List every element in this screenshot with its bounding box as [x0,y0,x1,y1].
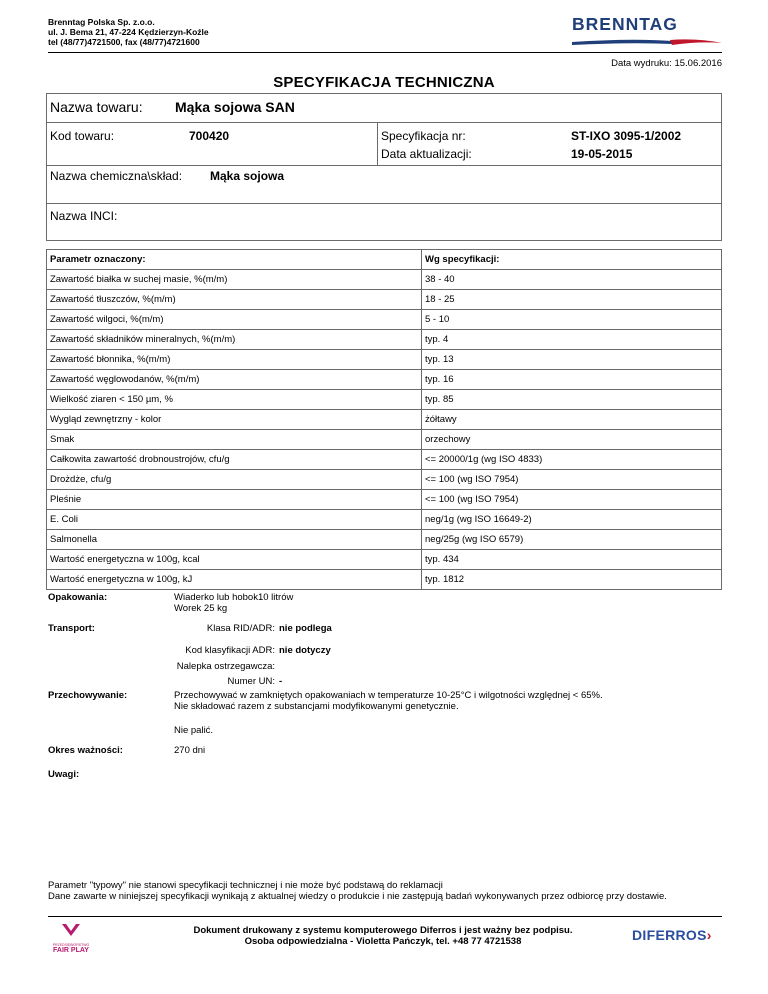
spec-info-box [377,122,722,166]
footer-divider [48,916,722,917]
fair-play-mark-icon [61,923,81,937]
parameter-cell: Zawartość białka w suchej masie, %(m/m) [47,270,422,290]
parameter-cell: Smak [47,430,422,450]
adr-code-value: nie dotyczy [279,645,331,656]
fair-play-logo [46,923,96,963]
chemical-name-box [46,165,722,204]
table-row [47,470,722,490]
parameter-cell: Zawartość błonnika, %(m/m) [47,350,422,370]
packaging-label: Opakowania: [48,592,108,603]
specification-value-cell: 5 - 10 [422,310,722,330]
transport-adr-row [0,645,331,657]
specification-value-cell: żółtawy [422,410,722,430]
table-row [47,430,722,450]
product-code-value: 700420 [189,129,230,143]
brenntag-swoosh-icon [572,38,722,50]
spec-number-value: ST-IXO 3095-1/2002 [571,129,682,143]
specification-value-cell: typ. 13 [422,350,722,370]
diferros-logo-text: DIFERROS [632,927,707,943]
parameter-cell: Zawartość tłuszczów, %(m/m) [47,290,422,310]
parameter-cell: Wielkość ziaren < 150 µm, % [47,390,422,410]
transport-sticker-row [0,661,275,673]
transport-label: Transport: [48,623,95,634]
table-row [47,450,722,470]
specification-value-cell: <= 20000/1g (wg ISO 4833) [422,450,722,470]
specification-value-cell: <= 100 (wg ISO 7954) [422,490,722,510]
product-name-value: Mąka sojowa SAN [175,99,295,115]
parameter-cell: Wartość energetyczna w 100g, kcal [47,550,422,570]
rid-class-label: Klasa RID/ADR: [206,623,275,634]
header-divider [48,52,722,53]
table-row [47,570,722,590]
chemical-name-label: Nazwa chemiczna\skład: [50,169,183,183]
storage-extra-text: Nie palić. [174,725,214,736]
table-row [47,270,722,290]
storage-label: Przechowywanie: [48,690,128,701]
fair-play-small-text: PRZEDSIĘBIORSTWO [52,943,90,947]
footer-line-1: Dokument drukowany z systemu komputerowego Diferros i jest ważny bez podpisu. [193,925,573,936]
table-row [47,310,722,330]
table-row [47,290,722,310]
spec-number-label: Specyfikacja nr: [381,129,466,143]
transport-rid-row [0,623,332,635]
parameter-cell: Wygląd zewnętrzny - kolor [47,410,422,430]
footer-line-2: Osoba odpowiedzialna - Violetta Pańczyk, tel. +48 77 4721538 [244,936,522,947]
specification-value-cell: typ. 85 [422,390,722,410]
remarks-label: Uwagi: [48,769,80,780]
rid-class-value: nie podlega [279,623,332,634]
product-name-box [46,93,722,123]
un-number-value: - [279,676,283,687]
diferros-chevron-icon: › [706,927,712,943]
document-title: SPECYFIKACJA TECHNICZNA [273,74,495,91]
table-row [47,490,722,510]
adr-code-label: Kod klasyfikacji ADR: [185,645,275,656]
disclaimer-note: Parametr "typowy" nie stanowi specyfikacji technicznej i nie może być podstawą do reklamacji Dane zawarte w niniejszej specyfikacji wynikają z aktualnej wiedzy o produkcie i nie zastępują badań wykonywanych przez odbiorcę przy dostawie. [48,880,667,902]
table-row [47,330,722,350]
parameter-cell: Całkowita zawartość drobnoustrojów, cfu/g [47,450,422,470]
specification-value-cell: typ. 1812 [422,570,722,590]
table-row [47,510,722,530]
storage-text: Przechowywać w zamkniętych opakowaniach w temperaturze 10-25°C i wilgotności względnej < 65%. Nie składować razem z substancjami modyfikowanymi genetycznie. [174,690,603,712]
brenntag-logo [572,12,722,50]
table-row [47,530,722,550]
specification-value-cell: 38 - 40 [422,270,722,290]
table-header-parameter: Parametr oznaczony: [47,250,422,270]
specification-value-cell: typ. 434 [422,550,722,570]
table-row [47,550,722,570]
company-address [48,17,209,47]
table-header-specification: Wg specyfikacji: [422,250,722,270]
specification-value-cell: typ. 16 [422,370,722,390]
inci-label: Nazwa INCI: [50,209,118,223]
parameter-cell: Salmonella [47,530,422,550]
brenntag-logo-text: BRENNTAG [572,14,678,34]
specification-value-cell: orzechowy [422,430,722,450]
print-date: Data wydruku: 15.06.2016 [611,58,722,69]
parameter-cell: E. Coli [47,510,422,530]
footer-text [150,925,616,947]
update-date-value: 19-05-2015 [571,147,633,161]
table-row [47,410,722,430]
table-row [47,390,722,410]
chemical-name-value: Mąka sojowa [210,169,285,183]
table-header-row [47,250,722,270]
table-row [47,350,722,370]
specification-value-cell: neg/25g (wg ISO 6579) [422,530,722,550]
specification-value-cell: 18 - 25 [422,290,722,310]
specification-value-cell: <= 100 (wg ISO 7954) [422,470,722,490]
un-number-label: Numer UN: [227,676,275,687]
parameter-cell: Drożdże, cfu/g [47,470,422,490]
company-phone: tel (48/77)4721500, fax (48/77)4721600 [48,37,200,47]
parameter-cell: Zawartość wilgoci, %(m/m) [47,310,422,330]
specification-table [46,249,722,590]
shelf-life-label: Okres ważności: [48,745,123,756]
parameter-cell: Pleśnie [47,490,422,510]
parameter-cell: Wartość energetyczna w 100g, kJ [47,570,422,590]
product-code-label: Kod towaru: [50,129,115,143]
specification-value-cell: neg/1g (wg ISO 16649-2) [422,510,722,530]
transport-un-row [0,676,283,688]
company-name: Brenntag Polska Sp. z.o.o. [48,17,155,27]
warning-sticker-label: Nalepka ostrzegawcza: [176,661,275,672]
update-date-label: Data aktualizacji: [381,147,472,161]
table-row [47,370,722,390]
fair-play-big-text: FAIR PLAY [53,947,89,954]
packaging-text: Wiaderko lub hobok10 litrów Worek 25 kg [174,592,294,614]
product-name-label: Nazwa towaru: [50,99,143,115]
parameter-cell: Zawartość węglowodanów, %(m/m) [47,370,422,390]
inci-box [46,203,722,241]
shelf-life-value: 270 dni [174,745,206,756]
diferros-logo [632,927,712,943]
company-street: ul. J. Bema 21, 47-224 Kędzierzyn-Koźle [48,27,209,37]
parameter-cell: Zawartość składników mineralnych, %(m/m) [47,330,422,350]
specification-value-cell: typ. 4 [422,330,722,350]
